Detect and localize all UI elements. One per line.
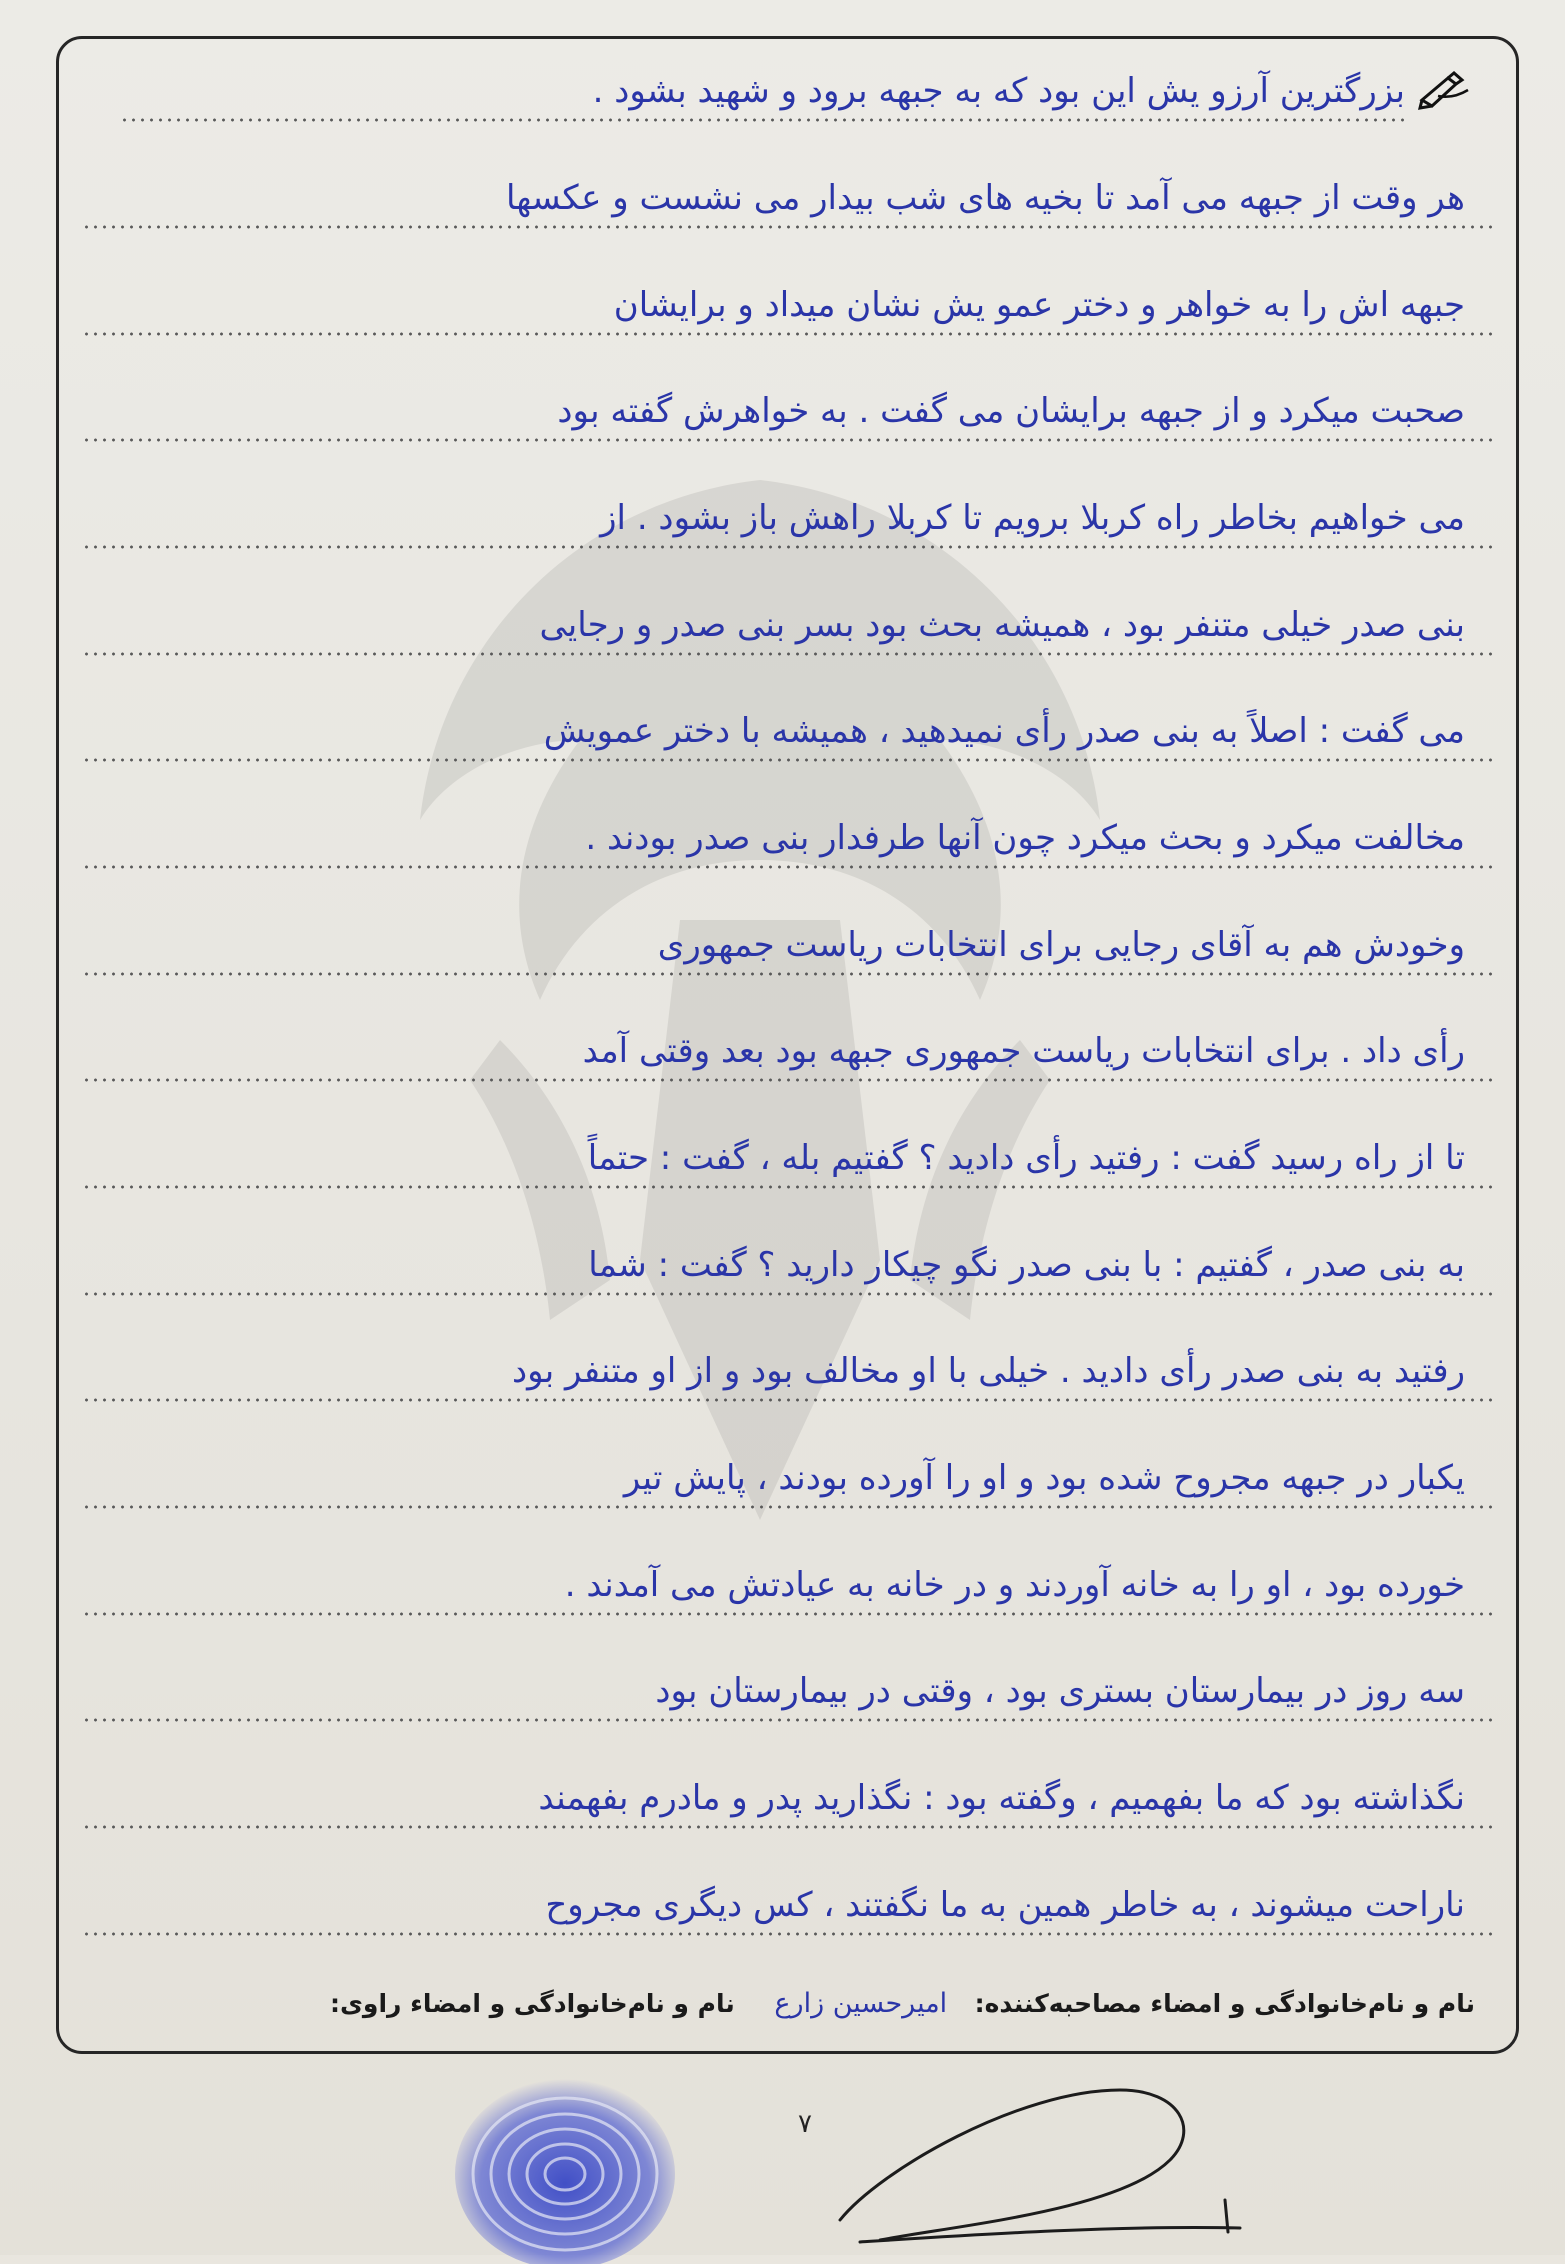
handwritten-line: رأی داد . برای انتخابات ریاست جمهوری جبهه بود بعد وقتی آمد	[582, 1031, 1465, 1071]
handwritten-line: بنی صدر خیلی متنفر بود ، همیشه بحث بود بسر بنی صدر و رجایی	[539, 605, 1465, 645]
handwritten-line: تا از راه رسید گفت : رفتید رأی دادید ؟ گفتیم بله ، گفت : حتماً	[587, 1138, 1465, 1178]
fingerprint-icon	[440, 2064, 690, 2264]
handwritten-line: سه روز در بیمارستان بستری بود ، وقتی در بیمارستان بود	[655, 1671, 1465, 1711]
handwritten-line: وخودش هم به آقای رجایی برای انتخابات ریاست جمهوری	[657, 925, 1465, 965]
narrator-signature	[820, 2050, 1260, 2250]
page-number: ۷	[798, 2109, 812, 2139]
interviewer-label: نام و نام‌خانوادگی و امضاء مصاحبه‌کننده:	[974, 1989, 1475, 2018]
handwritten-line: می گفت : اصلاً به بنی صدر رأی نمیدهید ، همیشه با دختر عمویش	[543, 711, 1465, 751]
handwritten-line: صحبت میکرد و از جبهه برایشان می گفت . به خواهرش گفته بود	[557, 391, 1465, 431]
handwritten-line: خورده بود ، او را به خانه آوردند و در خانه به عیادتش می آمدند .	[564, 1565, 1465, 1605]
handwritten-line: ناراحت میشوند ، به خاطر همین به ما نگفتند ، کس دیگری مجروح	[545, 1885, 1465, 1925]
interviewer-signature: امیرحسین زارع	[774, 1988, 948, 2019]
writing-hand-icon	[1418, 70, 1470, 110]
handwritten-line: جبهه اش را به خواهر و دختر عمو یش نشان میداد و برایشان	[613, 285, 1465, 325]
interviewer-signature-field	[774, 1982, 1475, 2026]
handwritten-line: هر وقت از جبهه می آمد تا بخیه های شب بیدار می نشست و عکسها	[506, 178, 1465, 218]
handwritten-line: نگذاشته بود که ما بفهمیم ، وگفته بود : نگذارید پدر و مادرم بفهمند	[538, 1778, 1465, 1818]
handwritten-line: یکبار در جبهه مجروح شده بود و او را آورده بودند ، پایش تیر	[623, 1458, 1465, 1498]
handwritten-line: به بنی صدر ، گفتیم : با بنی صدر نگو چیکار دارید ؟ گفت : شما	[588, 1245, 1465, 1285]
handwritten-line: مخالفت میکرد و بحث میکرد چون آنها طرفدار بنی صدر بودند .	[585, 818, 1465, 858]
handwritten-line: رفتید به بنی صدر رأی دادید . خیلی با او مخالف بود و از او متنفر بود	[512, 1351, 1465, 1391]
handwritten-line: بزرگترین آرزو یش این بود که به جبهه برود و شهید بشود .	[592, 71, 1405, 111]
handwritten-line: می خواهیم بخاطر راه کربلا برویم تا کربلا راهش باز بشود . از	[600, 498, 1465, 538]
narrator-label: نام و نام‌خانوادگی و امضاء راوی:	[330, 1989, 735, 2018]
